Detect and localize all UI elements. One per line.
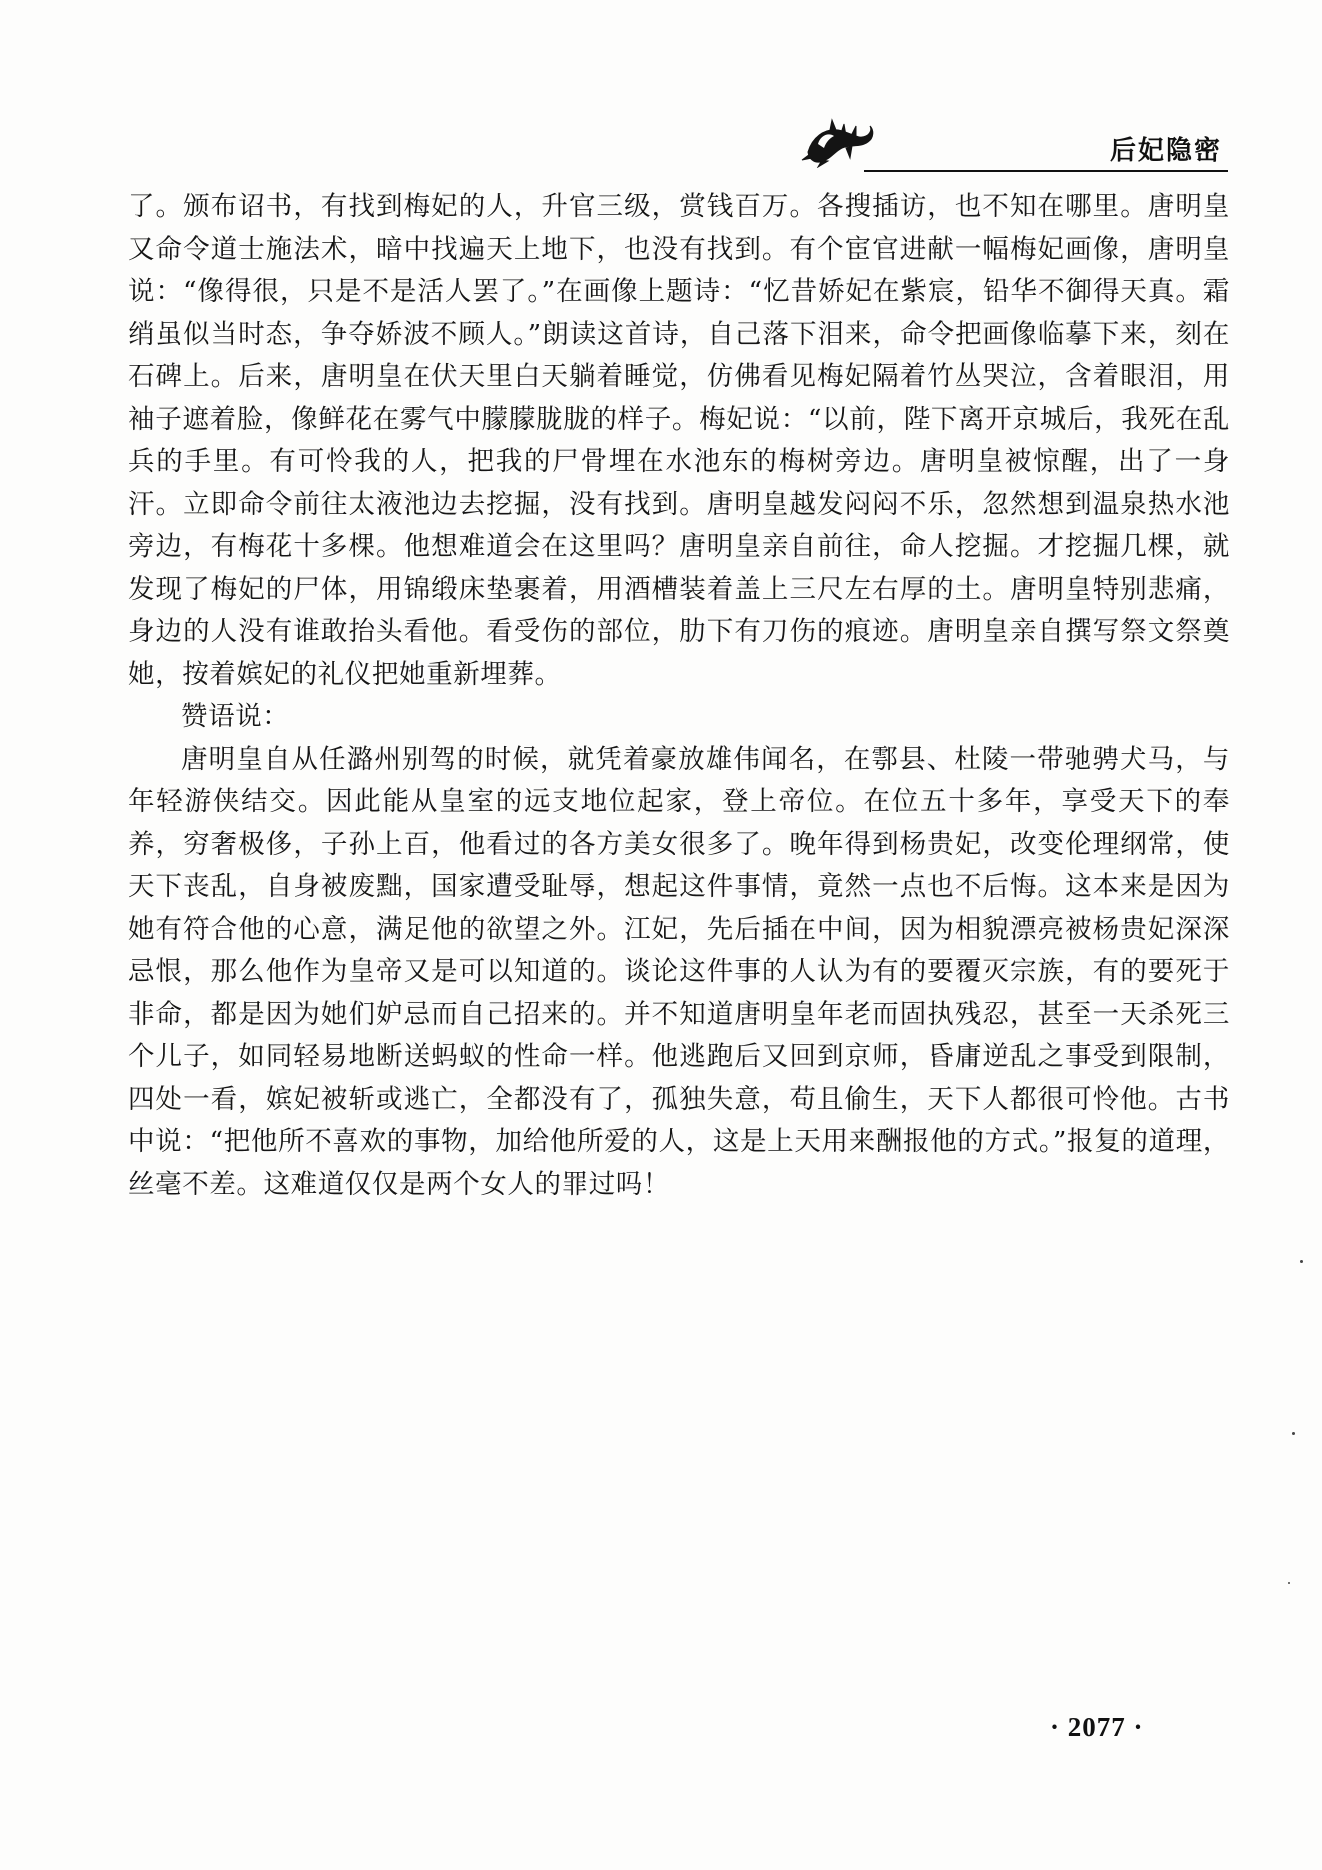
page-number: · 2077 · [1050,1712,1144,1742]
scan-speck [1300,1260,1303,1263]
dragon-icon [800,114,876,168]
paragraph-continued: 了。颁布诏书，有找到梅妃的人，升官三级，赏钱百万。各搜插访，也不知在哪里。唐明皇又命令道士施法术，暗中找遍天上地下，也没有找到。有个宦官进献一幅梅妃画像，唐明皇说：“像得很，只是不是活人罢了。”在画像上题诗：“忆昔娇妃在紫宸，铅华不御得天真。霜绡虽似当时态，争夺娇波不顾人。”朗读这首诗，自己落下泪来，命令把画像临摹下来，刻在石碑上。后来，唐明皇在伏天里白天躺着睡觉，仿佛看见梅妃隔着竹丛哭泣，含着眼泪，用袖子遮着脸，像鲜花在雾气中朦朦胧胧的样子。梅妃说：“以前，陛下离开京城后，我死在乱兵的手里。有可怜我的人，把我的尸骨埋在水池东的梅树旁边。唐明皇被惊醒，出了一身汗。立即命令前往太液池边去挖掘，没有找到。唐明皇越发闷闷不乐，忽然想到温泉热水池旁边，有梅花十多棵。他想难道会在这里吗？唐明皇亲自前往，命人挖掘。才挖掘几棵，就发现了梅妃的尸体，用锦缎床垫裹着，用酒槽装着盖上三尺左右厚的土。唐明皇特别悲痛，身边的人没有谁敢抬头看他。看受伤的部位，肋下有刀伤的痕迹。唐明皇亲自撰写祭文祭奠她，按着嫔妃的礼仪把她重新埋葬。 [128,191,1230,690]
scan-speck [1288,1582,1290,1584]
scan-speck [1292,1432,1295,1435]
paragraph-zan-text: 唐明皇自从任潞州别驾的时候，就凭着豪放雄伟闻名，在鄠县、杜陵一带驰骋犬马，与年轻游侠结交。因此能从皇室的远支地位起家，登上帝位。在位五十多年，享受天下的奉养，穷奢极侈，子孙上百，他看过的各方美女很多了。晚年得到杨贵妃，改变伦理纲常，使天下丧乱，自身被废黜，国家遭受耻辱，想起这件事情，竟然一点也不后悔。这本来是因为她有符合他的心意，满足他的欲望之外。江妃，先后插在中间，因为相貌漂亮被杨贵妃深深忌恨，那么他作为皇帝又是可以知道的。谈论这件事的人认为有的要覆灭宗族，有的要死于非命，都是因为她们妒忌而自己招来的。并不知道唐明皇年老而固执残忍，甚至一天杀死三个儿子，如同轻易地断送蚂蚁的性命一样。他逃跑后又回到京师，昏庸逆乱之事受到限制，四处一看，嫔妃被斩或逃亡，全都没有了，孤独失意，苟且偷生，天下人都很可怜他。古书中说：“把他所不喜欢的事物，加给他所爱的人，这是上天用来酬报他的方式。”报复的道理，丝毫不差。这难道仅仅是两个女人的罪过吗！ [128,743,1230,1200]
header-title: 后妃隐密 [1109,136,1222,166]
running-header [800,108,1228,170]
body-text [128,186,1230,1206]
paragraph-zan-heading: 赞语说： [181,701,290,732]
header-rule [864,170,1228,172]
